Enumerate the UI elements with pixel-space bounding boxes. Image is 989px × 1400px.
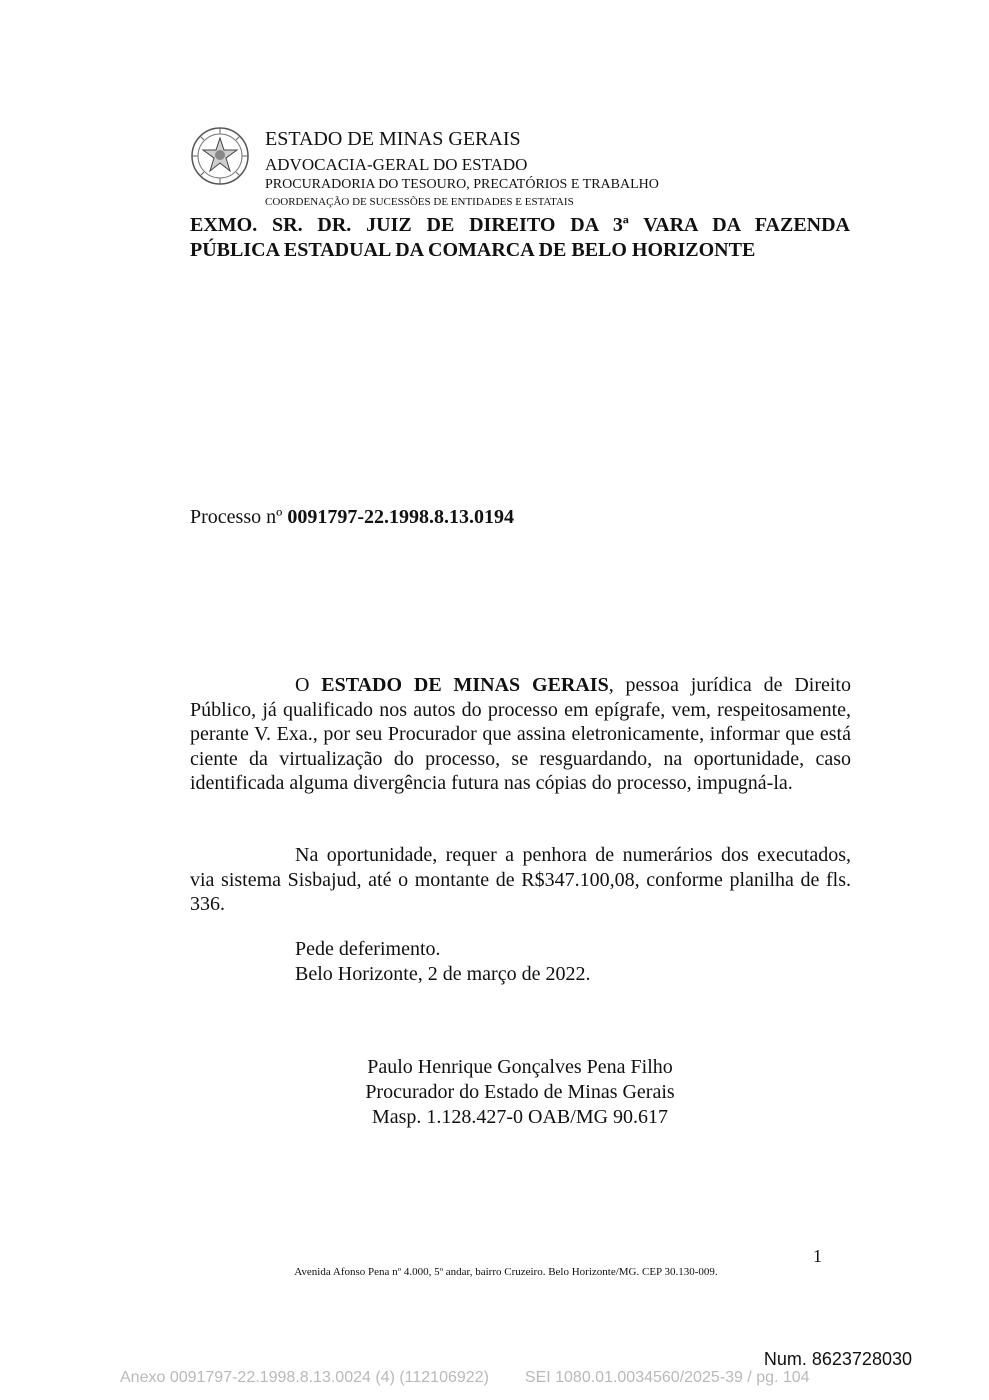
- party-name: ESTADO DE MINAS GERAIS: [321, 674, 609, 696]
- header-agency-name: ADVOCACIA-GERAL DO ESTADO: [265, 155, 528, 174]
- header-coordination-name: COORDENAÇÃO DE SUCESSÕES DE ENTIDADES E ESTATAIS: [265, 196, 574, 208]
- signer-name: Paulo Henrique Gonçalves Pena Filho: [367, 1056, 673, 1078]
- process-number-value: 0091797-22.1998.8.13.0194: [287, 506, 514, 528]
- process-label: Processo nº: [190, 506, 288, 528]
- state-seal-icon: [190, 126, 250, 186]
- addressee-line-1: EXMO. SR. DR. JUIZ DE DIREITO DA 3ª VARA DA FAZENDA: [190, 214, 850, 236]
- signer-registration: Masp. 1.128.427-0 OAB/MG 90.617: [371, 1106, 669, 1128]
- signer-title: Procurador do Estado de Minas Gerais: [365, 1081, 675, 1103]
- closing-date: Belo Horizonte, 2 de março de 2022.: [295, 963, 591, 985]
- annex-watermark: [120, 1369, 920, 1387]
- header-state-name: ESTADO DE MINAS GERAIS: [265, 128, 521, 150]
- addressee-line-2: PÚBLICA ESTADUAL DA COMARCA DE BELO HORIZONTE: [190, 239, 756, 261]
- paragraph-1-text: , pessoa jurídica de Direito Público, já qualificado nos autos do processo em epígrafe, vem, respeitosamente, perante V. Exa., por seu Procurador que assina eletronicamente, informar que está ciente da virtualização do processo, se resguardando, na oportunidade, caso identificada alguma divergência futura nas cópias do processo, impugná-la.: [190, 674, 851, 794]
- paragraph-1-lead: O: [295, 674, 322, 696]
- footer-address: Avenida Afonso Pena nº 4.000, 5º andar, bairro Cruzeiro. Belo Horizonte/MG. CEP 30.130-009.: [294, 1266, 718, 1278]
- addressee: [190, 213, 850, 263]
- document-stamp: Num. 8623728030: [763, 1349, 912, 1369]
- header-department-name: PROCURADORIA DO TESOURO, PRECATÓRIOS E TRABALHO: [265, 177, 659, 192]
- annex-left: Anexo 0091797-22.1998.8.13.0024 (4) (112106922): [120, 1369, 489, 1386]
- closing: [295, 937, 590, 987]
- annex-right: SEI 1080.01.0034560/2025-39 / pg. 104: [524, 1369, 810, 1386]
- process-number: [190, 505, 514, 529]
- body-paragraph-1: [190, 673, 851, 796]
- body-paragraph-2: [190, 843, 851, 917]
- closing-request: Pede deferimento.: [295, 938, 441, 960]
- signature-block: [340, 1055, 700, 1130]
- page-number: 1: [813, 1246, 822, 1266]
- paragraph-2-text: Na oportunidade, requer a penhora de numerários dos executados, via sistema Sisbajud, até o montante de R$347.100,08, conforme planilha de fls. 336.: [190, 844, 851, 915]
